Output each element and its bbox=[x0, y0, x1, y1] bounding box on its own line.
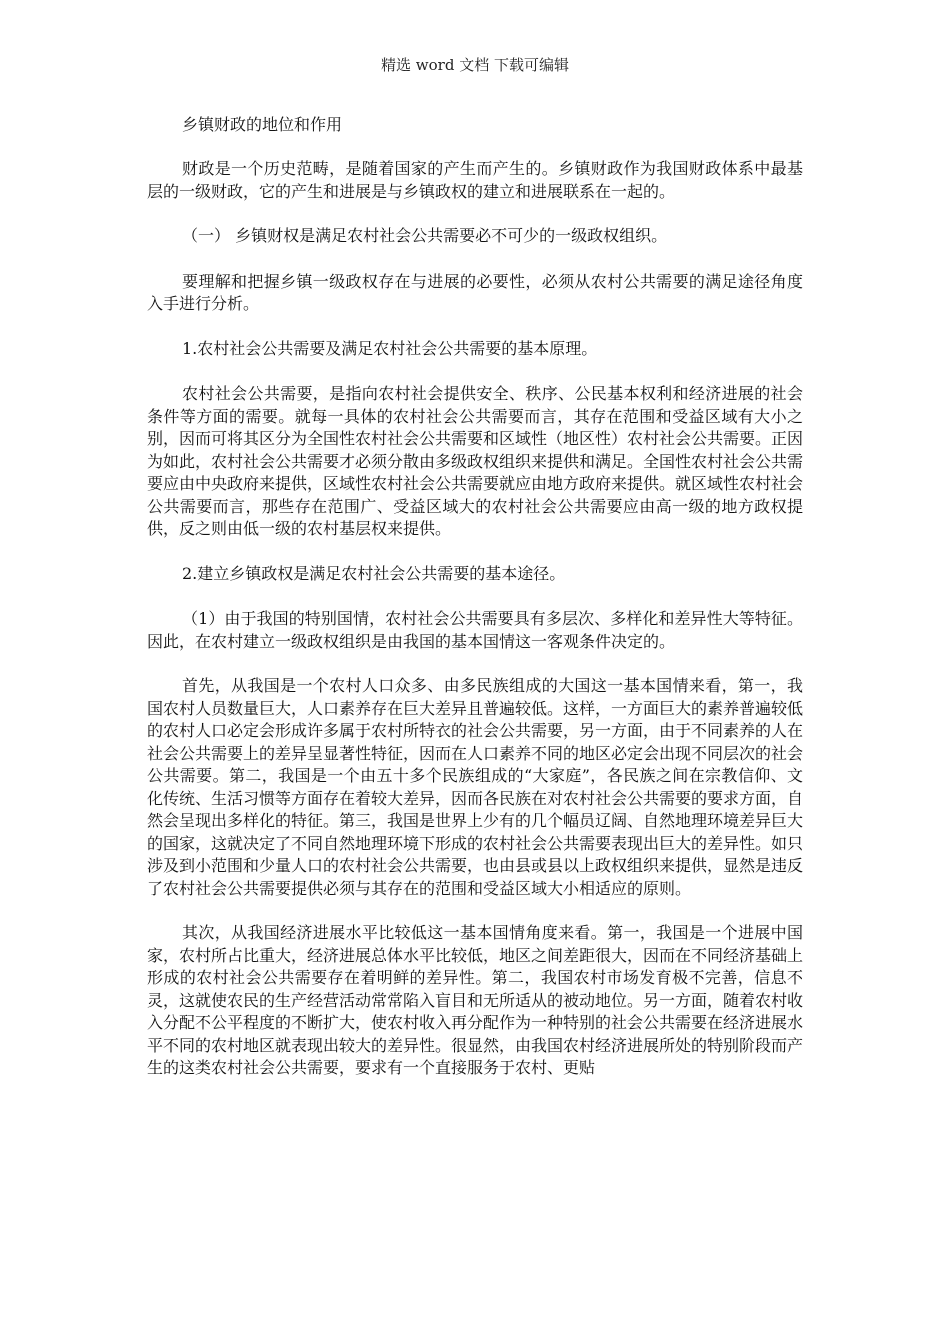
document-title: 乡镇财政的地位和作用 bbox=[182, 115, 343, 134]
paragraph-first-aspect: 首先，从我国是一个农村人口众多、由多民族组成的大国这一基本国情来看，第一，我国农村人员数量巨大，人口素养存在巨大差异且普遍较低。这样，一方面巨大的素养普遍较低的农村人口必定会形成许多属于农村所特衣的社会公共需要，另一方面，由于不同素养的人在社会公共需要上的差异呈显著性特征，因而在人口素养不同的地区必定会出现不同层次的社会公共需要。第二，我国是一个由五十多个民族组成的“大家庭”，各民族之间在宗教信仰、文化传统、生活习惯等方面存在着较大差异，因而各民族在对农村社会公共需要的要求方面，自然会呈现出多样化的特征。第三，我国是世界上少有的几个幅员辽阔、自然地理环境差异巨大的国家，这就决定了不同自然地理环境下形成的农村社会公共需要表现出巨大的差异性。如只涉及到小范围和少量人口的农村社会公共需要，也由县或县以上政权组织来提供，显然是违反了农村社会公共需要提供必须与其存在的范围和受益区域大小相适应的原则。 bbox=[147, 676, 804, 898]
subsection-heading-2: 2.建立乡镇政权是满足农村社会公共需要的基本途径。 bbox=[182, 563, 566, 583]
page-header: 精选 word 文档 下载可编辑 bbox=[381, 56, 569, 74]
paragraph-necessity: 要理解和把握乡镇一级政权存在与进展的必要性，必须从农村公共需要的满足途径角度入手进行分析。 bbox=[147, 271, 803, 313]
paragraph-second-aspect: 其次，从我国经济进展水平比较低这一基本国情角度来看。第一，我国是一个进展中国家，农村所占比重大，经济进展总体水平比较低，地区之间差距很大，因而在不同经济基础上形成的农村社会公共需要存在着明鲜的差异性。第二，我国农村市场发育极不完善，信息不灵，这就使农民的生产经营活动常常陷入盲目和无所适从的被动地位。另一方面，随着农村收入分配不公平程度的不断扩大，使农村收入再分配作为一种特别的社会公共需要在经济进展水平不同的农村地区就表现出较大的差异性。很显然，由我国农村经济进展所处的特别阶段而产生的这类农村社会公共需要，要求有一个直接服务于农村、更贴 bbox=[147, 923, 804, 1077]
paragraph-intro: 财政是一个历史范畴，是随着国家的产生而产生的。乡镇财政作为我国财政体系中最基层的一级财政，它的产生和进展是与乡镇政权的建立和进展联系在一起的。 bbox=[147, 159, 803, 201]
section-heading-1: （一） 乡镇财权是满足农村社会公共需要必不可少的一级政权组织。 bbox=[182, 226, 668, 245]
paragraph-public-needs: 农村社会公共需要，是指向农村社会提供安全、秩序、公民基本权利和经济进展的社会条件等方面的需要。就每一具体的农村社会公共需要而言，其存在范围和受益区域有大小之别，因而可将其区分为全国性农村社会公共需要和区域性（地区性）农村社会公共需要。正因为如此，农村社会公共需要才必须分散由多级政权组织来提供和满足。全国性农村社会公共需要应由中央政府来提供，区域性农村社会公共需要就应由地方政府来提供。就区域性农村社会公共需要而言，那些存在范围广、受益区域大的农村社会公共需要应由高一级的地方政权提供，反之则由低一级的农村基层权来提供。 bbox=[147, 384, 804, 538]
paragraph-point-1: （1）由于我国的特别国情，农村社会公共需要具有多层次、多样化和差异性大等特征。因此，在农村建立一级政权组织是由我国的基本国情这一客观条件决定的。 bbox=[147, 609, 803, 651]
subsection-heading-1: 1.农村社会公共需要及满足农村社会公共需要的基本原理。 bbox=[182, 338, 598, 358]
document-body bbox=[147, 112, 803, 1102]
